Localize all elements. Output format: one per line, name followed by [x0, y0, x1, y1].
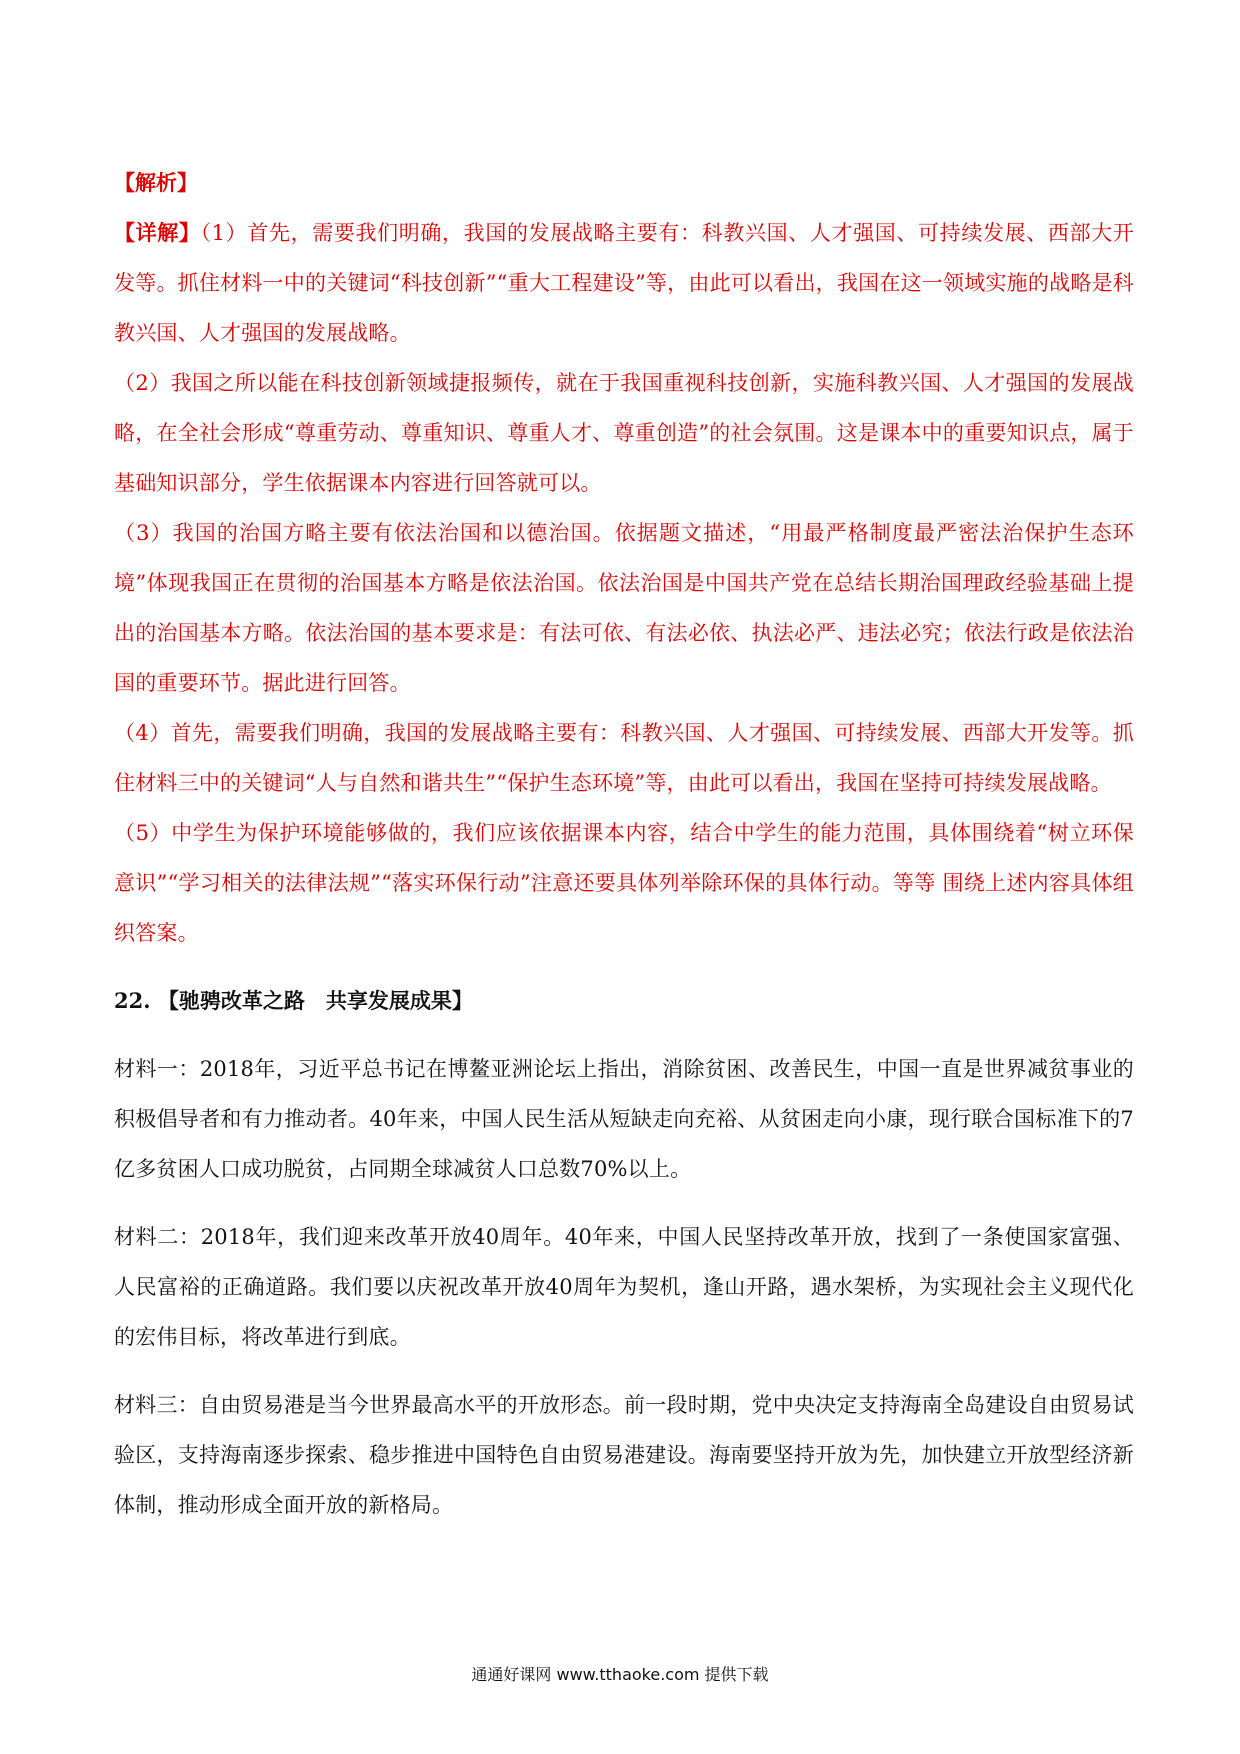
material-2: 材料二：2018年，我们迎来改革开放40周年。40年来，中国人民坚持改革开放，找到了一条使国家富强、人民富裕的正确道路。我们要以庆祝改革开放40周年为契机，逢山开路，遇水架桥，为实现社会主义现代化的宏伟目标，将改革进行到底。: [114, 1225, 1134, 1349]
material-3: 材料三：自由贸易港是当今世界最高水平的开放形态。前一段时期，党中央决定支持海南全岛建设自由贸易试验区，支持海南逐步探索、稳步推进中国特色自由贸易港建设。海南要坚持开放为先，加快建立开放型经济新体制，推动形成全面开放的新格局。: [114, 1393, 1134, 1517]
analysis-paragraph-1-text: （1）首先，需要我们明确，我国的发展战略主要有：科教兴国、人才强国、可持续发展、西部大开发等。抓住材料一中的关键词“科技创新”“重大工程建设”等，由此可以看出，我国在这一领域实施的战略是科教兴国、人才强国的发展战略。: [114, 221, 1134, 345]
analysis-heading: 【解析】: [114, 170, 198, 195]
section-spacer: [114, 958, 1134, 976]
page-footer: 通通好课网 www.tthaoke.com 提供下载: [471, 1665, 769, 1684]
analysis-paragraph-2: （2）我国之所以能在科技创新领域捷报频传，就在于我国重视科技创新，实施科教兴国、人才强国的发展战略，在全社会形成“尊重劳动、尊重知识、尊重人才、尊重创造”的社会氛围。这是课本中的重要知识点，属于基础知识部分，学生依据课本内容进行回答就可以。: [114, 371, 1134, 495]
analysis-paragraph-1: [114, 208, 1134, 358]
analysis-paragraph-5: （5）中学生为保护环境能够做的，我们应该依据课本内容，结合中学生的能力范围，具体围绕着“树立环保意识”“学习相关的法律法规”“落实环保行动”注意还要具体列举除环保的具体行动。等等 围绕上述内容具体组织答案。: [114, 821, 1134, 945]
page-content: [114, 158, 1134, 1530]
question-spacer: [114, 1026, 1134, 1044]
analysis-paragraph-4: （4）首先，需要我们明确，我国的发展战略主要有：科教兴国、人才强国、可持续发展、西部大开发等。抓住材料三中的关键词“人与自然和谐共生”“保护生态环境”等，由此可以看出，我国在坚持可持续发展战略。: [114, 721, 1134, 795]
material-spacer-2: [114, 1362, 1134, 1380]
detail-label: 【详解】: [114, 220, 201, 245]
analysis-paragraph-3: （3）我国的治国方略主要有依法治国和以德治国。依据题文描述，“用最严格制度最严密法治保护生态环境”体现我国正在贯彻的治国基本方略是依法治国。依法治国是中国共产党在总结长期治国理政经验基础上提出的治国基本方略。依法治国的基本要求是：有法可依、有法必依、执法必严、违法必究；依法行政是依法治国的重要环节。据此进行回答。: [114, 521, 1134, 695]
material-1: 材料一：2018年，习近平总书记在博鳌亚洲论坛上指出，消除贫困、改善民生，中国一直是世界减贫事业的积极倡导者和有力推动者。40年来，中国人民生活从短缺走向充裕、从贫困走向小康，现行联合国标准下的7亿多贫困人口成功脱贫，占同期全球减贫人口总数70%以上。: [114, 1057, 1134, 1181]
material-spacer-1: [114, 1194, 1134, 1212]
question-title: 22. 【驰骋改革之路 共享发展成果】: [114, 988, 473, 1013]
